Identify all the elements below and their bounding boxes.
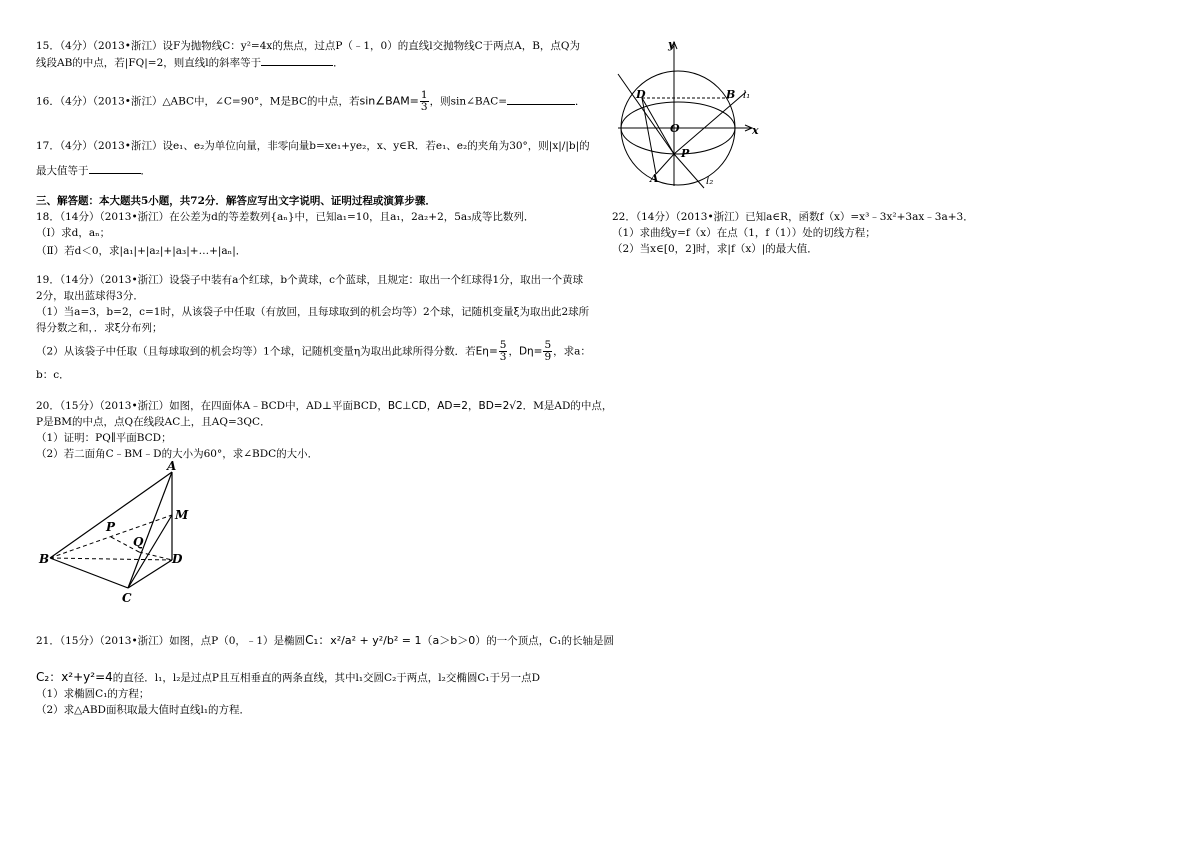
question-17-end: ． <box>140 165 151 177</box>
fraction-one-third <box>420 90 429 113</box>
ellipse-circle-figure <box>612 36 772 192</box>
question-19-line3: （1）当a=3，b=2，c=1时，从该袋子中任取（有放回，且每球取到的机会均等）2个球，记随机变量ξ为取出此2球所 <box>36 306 590 318</box>
question-20-line1-post: ．M是AD的中点， <box>522 400 613 412</box>
label-d: D <box>636 88 646 101</box>
question-19-line1: 19．（14分）（2013•浙江）设袋子中装有a个红球，b个黄球，c个蓝球，且规定：取出一个红球得1分，取出一个黄球 <box>36 274 584 286</box>
question-17-line1: 17．（4分）（2013•浙江）设e₁、e₂为单位向量，非零向量b=xe₁+ye₂，x、y∈R．若e₁、e₂的夹角为30°，则|x|/|b|的 <box>36 140 590 152</box>
label-l1: l₁ <box>743 90 751 101</box>
question-16 <box>36 90 596 113</box>
question-21-line4: （2）求△ABD面积取最大值时直线l₁的方程． <box>36 704 251 716</box>
question-20 <box>36 398 613 462</box>
question-16-end: ． <box>575 95 586 108</box>
question-19-line2: 2分，取出蓝球得3分． <box>36 290 144 302</box>
label-q: Q <box>133 535 144 549</box>
label-l2: l₂ <box>706 176 714 187</box>
frac-den: 3 <box>420 101 428 113</box>
question-21-line3: （1）求椭圆C₁的方程； <box>36 688 150 700</box>
question-19-line4: 得分数之和，．求ξ分布列； <box>36 322 163 334</box>
axis-label-x: x <box>752 124 759 137</box>
frac-num: 5 <box>499 339 507 351</box>
label-a: A <box>650 172 659 185</box>
question-20-line1: 20．（15分）（2013•浙江）如图，在四面体A﹣BCD中，AD⊥平面BCD， <box>36 400 388 412</box>
label-b: B <box>726 88 736 101</box>
tetrahedron-figure <box>36 460 196 606</box>
ellipse-equation: x²/a² + y²/b² = 1（a＞b＞0） <box>330 634 487 647</box>
variance-label: Dη= <box>518 345 543 358</box>
question-16-post: ，则sin∠BAC= <box>429 95 508 108</box>
circle-equation: C₂：x²+y²=4 <box>36 670 113 684</box>
label-d: D <box>172 552 183 566</box>
question-19-line6: b：c． <box>36 369 70 381</box>
section-3-heading: 三、解答题：本大题共5小题，共72分．解答应写出文字说明、证明过程或演算步骤． <box>36 195 436 207</box>
label-b: B <box>39 552 50 566</box>
question-17-line2: 最大值等于 <box>36 165 89 177</box>
question-15-line2: 线段AB的中点，若|FQ|=2，则直线l的斜率等于 <box>36 57 262 69</box>
question-18-line2: （Ⅰ）求d，aₙ； <box>36 227 111 239</box>
label-p: P <box>106 520 116 534</box>
question-22 <box>612 209 1172 257</box>
label-a: A <box>167 460 177 473</box>
c1-label: C₁： <box>305 633 331 647</box>
expectation-label: Eη= <box>475 345 498 358</box>
question-21 <box>36 632 614 718</box>
question-22-line2: （1）求曲线y=f（x）在点（1，f（1））处的切线方程； <box>612 227 876 239</box>
question-15-line1: 15．（4分）（2013•浙江）设F为抛物线C：y²=4x的焦点，过点P（﹣1，0）的直线l交抛物线C于两点A，B，点Q为 <box>36 40 581 52</box>
answer-blank-15[interactable] <box>261 54 333 66</box>
question-15 <box>36 38 596 71</box>
question-20-line2: P是BM的中点，点Q在线段AC上，且AQ=3QC． <box>36 416 271 428</box>
question-22-line1: 22．（14分）（2013•浙江）已知a∈R，函数f（x）=x³﹣3x²+3ax﹣3a+3． <box>612 211 974 223</box>
condition-expr: BC⊥CD，AD=2，BD=2√2 <box>387 400 523 412</box>
question-21-line1-post: 的一个顶点，C₁的长轴是圆 <box>486 635 614 647</box>
label-o: O <box>670 122 680 135</box>
question-18-line3: （Ⅱ）若d＜0，求|a₁|+|a₂|+|a₃|+…+|aₙ|． <box>36 245 247 257</box>
fraction-d <box>543 340 552 363</box>
label-c: C <box>122 591 132 605</box>
fraction-e <box>499 340 508 363</box>
question-18 <box>36 209 596 259</box>
question-21-line2: 的直径．l₁，l₂是过点P且互相垂直的两条直线，其中l₁交圆C₂于两点，l₂交椭圆C₁于另一点D <box>112 672 541 684</box>
question-22-line3: （2）当x∈[0，2]时，求|f（x）|的最大值． <box>612 243 818 255</box>
question-19-line5-post: ，求a： <box>553 345 591 358</box>
label-p: P <box>681 147 690 160</box>
question-20-line3: （1）证明：PQ∥平面BCD； <box>36 432 172 444</box>
sin-bam-label: sin∠BAM= <box>359 94 419 108</box>
question-18-line1: 18．（14分）（2013•浙江）在公差为d的等差数列{aₙ}中，已知a₁=10，且a₁，2a₂+2，5a₃成等比数列． <box>36 211 535 223</box>
answer-blank-16[interactable] <box>507 93 575 105</box>
label-m: M <box>175 508 189 522</box>
question-20-line4: （2）若二面角C﹣BM﹣D的大小为60°，求∠BDC的大小． <box>36 448 319 460</box>
question-16-text: 16．（4分）（2013•浙江）△ABC中，∠C=90°，M是BC的中点，若 <box>36 95 360 108</box>
question-19-line5: （2）从该袋子中任取（且每球取到的机会均等）1个球，记随机变量η为取出此球所得分数．若 <box>36 345 476 358</box>
question-19: 19．（14分）（2013•浙江）设袋子中装有a个红球，b个黄球，c个蓝球，且规定：取出一个红球得1分，取出一个黄球 2分，取出蓝球得3分． （1）当a=3，b=2，c=1时，从该袋子中任取（有放回，且每球取到的机会均等）2个球，记随机变量ξ为取出此2球所 得分数之和，．求ξ分布列； （2）从该袋子中任取（且每球取到的机会均等）1个球，记随机变量η为取出此球所得分数．若Eη= $\frac{5}{3}$ ，Dη= $\frac{5}{9}$ ，求a： b：c． <box>36 272 596 383</box>
axis-label-y: y <box>668 38 675 51</box>
answer-blank-17[interactable] <box>89 162 141 174</box>
question-21-line1: 21．（15分）（2013•浙江）如图，点P（0，﹣1）是椭圆 <box>36 635 306 647</box>
frac-den: 3 <box>499 351 507 363</box>
question-17 <box>36 138 596 179</box>
frac-den: 9 <box>544 351 552 363</box>
frac-num: 5 <box>544 339 552 351</box>
frac-num: 1 <box>420 89 428 101</box>
question-15-end: ． <box>333 57 344 69</box>
